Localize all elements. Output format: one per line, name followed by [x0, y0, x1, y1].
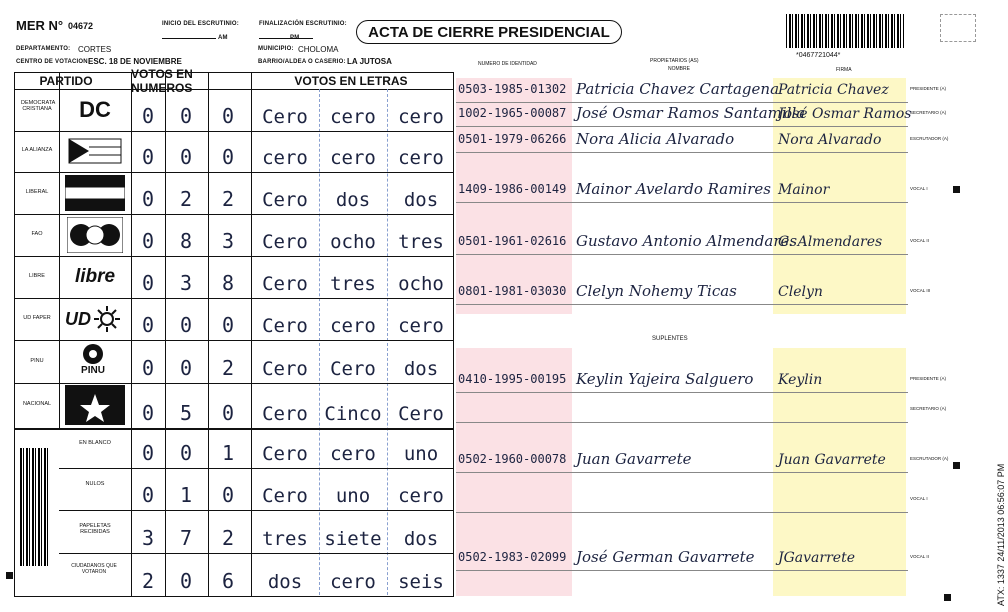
propietario-signature: Clelyn [778, 284, 823, 300]
label-ciudadanos: CIUDADANOS QUE VOTARON [71, 563, 117, 575]
am-label: AM [218, 35, 228, 41]
vote-digit: 3 [141, 526, 155, 550]
vote-digit: 2 [221, 356, 235, 380]
logo-libre: libre [74, 266, 116, 287]
vote-digit: 0 [141, 104, 155, 128]
vote-word: ocho [398, 273, 444, 295]
member-row-line [456, 304, 908, 305]
propietario-role: VOCAL II [910, 238, 929, 243]
finalizacion-label: FINALIZACIÓN ESCRUTINIO: [259, 21, 347, 27]
propietario-role: VOCAL III [910, 288, 931, 293]
propietario-id: 0501-1979-06266 [458, 132, 567, 146]
member-row-line [456, 570, 908, 571]
registration-mark [6, 572, 13, 579]
vote-word: cero [330, 315, 376, 337]
suplente-role: SECRETARIO (A) [910, 406, 947, 411]
vote-digit: 2 [221, 187, 235, 211]
vote-word: cero [398, 147, 444, 169]
member-row-line [456, 472, 908, 473]
label-nulos: NULOS [85, 481, 105, 487]
vote-word: cero [398, 106, 444, 128]
member-row-line [456, 102, 908, 103]
suplente-role: VOCAL I [910, 496, 928, 501]
vote-word: tres [262, 528, 308, 550]
firma-label: FIRMA [836, 67, 852, 73]
votes-table [14, 67, 454, 597]
suplente-id: 0502-1983-02099 [458, 550, 567, 564]
departamento-value: CORTES [78, 45, 112, 54]
registration-mark [953, 186, 960, 193]
vote-digit: 8 [179, 229, 193, 253]
vote-digit: 0 [221, 145, 235, 169]
side-barcode [20, 448, 50, 566]
propietario-name: Mainor Avelardo Ramires [576, 180, 771, 198]
party-label-nacional: NACIONAL [22, 401, 52, 407]
member-row-line [456, 254, 908, 255]
logo-udfaper [65, 303, 125, 335]
vote-word: siete [324, 528, 382, 550]
vote-digit: 0 [141, 401, 155, 425]
vote-word: Cinco [324, 403, 382, 425]
vote-word: tres [398, 231, 444, 253]
party-label-fao: FAO [31, 231, 43, 237]
barrio-label: BARRIO/ALDEA O CASERIO: [258, 59, 346, 65]
propietario-name: Patricia Chavez Cartagena [576, 80, 780, 98]
propietario-signature: Nora Alvarado [778, 132, 882, 148]
vote-digit: 0 [141, 483, 155, 507]
departamento-label: DEPARTAMENTO: [16, 46, 71, 52]
barcode-number: *0467721044* [796, 52, 841, 59]
vote-word: seis [398, 571, 444, 593]
logo-pinu [75, 343, 111, 381]
barrio-value: LA JUTOSA [347, 57, 392, 66]
vote-digit: 0 [141, 313, 155, 337]
logo-alianza [67, 135, 123, 167]
vote-digit: 0 [179, 356, 193, 380]
mer-label: MER N° [16, 18, 64, 33]
suplente-name: José German Gavarrete [576, 548, 755, 566]
suplente-role: ESCRUTADOR (A) [910, 456, 949, 461]
vote-word: dos [403, 528, 439, 550]
vote-digit: 0 [141, 271, 155, 295]
vote-digit: 0 [179, 145, 193, 169]
member-row-line [456, 152, 908, 153]
logo-dc: DC [79, 97, 111, 122]
vote-digit: 2 [179, 187, 193, 211]
vote-digit: 0 [141, 356, 155, 380]
municipio-label: MUNICIPIO: [258, 46, 294, 52]
suplente-id: 0410-1995-00195 [458, 372, 567, 386]
vote-digit: 2 [141, 569, 155, 593]
propietario-signature: Patricia Chavez [778, 82, 889, 98]
vote-word: cero [330, 147, 376, 169]
vote-digit: 8 [221, 271, 235, 295]
document-title: ACTA DE CIERRE PRESIDENCIAL [356, 20, 622, 44]
suplente-name: Juan Gavarrete [576, 450, 692, 468]
vote-word: Cero [330, 358, 376, 380]
vote-word: dos [267, 571, 303, 593]
vote-digit: 0 [221, 313, 235, 337]
vote-digit: 0 [141, 187, 155, 211]
vote-word: dos [403, 358, 439, 380]
vote-digit: 0 [141, 145, 155, 169]
vote-digit: 0 [141, 441, 155, 465]
logo-nacional [65, 385, 125, 425]
label-en-blanco: EN BLANCO [79, 440, 111, 446]
party-label-udfaper: UD FAPER [23, 315, 51, 321]
vote-word: Cero [262, 106, 308, 128]
label-papeletas: PAPELETAS RECIBIDAS [79, 523, 111, 535]
suplente-signature: Keylin [778, 372, 823, 388]
finalizacion-line [259, 38, 313, 39]
propietario-name: Gustavo Antonio Almendares [576, 232, 798, 250]
vote-digit: 1 [179, 483, 193, 507]
vote-word: dos [403, 189, 439, 211]
centro-value: ESC. 18 DE NOVIEMBRE [88, 57, 182, 66]
propietario-role: PRESIDENTE (A) [910, 86, 947, 91]
member-row-line [456, 422, 908, 423]
pm-label: PM [290, 35, 300, 41]
party-label-libre: LIBRE [29, 273, 45, 279]
vote-word: uno [335, 485, 371, 507]
member-row-line [456, 126, 908, 127]
vote-word: cero [262, 147, 308, 169]
top-barcode [786, 14, 904, 48]
vote-word: cero [330, 443, 376, 465]
vote-digit: 0 [221, 104, 235, 128]
vote-digit: 3 [179, 271, 193, 295]
vote-word: tres [330, 273, 376, 295]
party-label-liberal: LIBERAL [25, 189, 49, 195]
suplentes-label: SUPLENTES [652, 336, 688, 342]
vote-word: Cero [262, 403, 308, 425]
vote-word: Cero [262, 315, 308, 337]
propietarios-label: PROPIETARIOS (AS) [650, 58, 699, 64]
member-row-line [456, 202, 908, 203]
municipio-value: CHOLOMA [298, 45, 339, 54]
registration-mark [953, 462, 960, 469]
propietario-name: Nora Alicia Alvarado [576, 130, 735, 148]
party-label-alianza: LA ALIANZA [21, 147, 53, 153]
col-letras: VOTOS EN LETRAS [294, 74, 408, 88]
col-partido: PARTIDO [39, 74, 93, 88]
suplente-role: VOCAL II [910, 554, 929, 559]
vote-word: cero [330, 106, 376, 128]
vote-digit: 1 [221, 441, 235, 465]
vote-digit: 0 [179, 313, 193, 337]
propietario-role: ESCRUTADOR (A) [910, 136, 949, 141]
inicio-label: INICIO DEL ESCRUTINIO: [162, 21, 239, 27]
party-label-pinu: PINU [30, 358, 44, 364]
propietario-signature: José Osmar Ramos [778, 106, 912, 122]
centro-label: CENTRO DE VOTACION: [16, 59, 91, 65]
vote-digit: 0 [141, 229, 155, 253]
suplente-id: 0502-1960-00078 [458, 452, 567, 466]
registration-mark [944, 594, 951, 601]
propietario-signature: Mainor [778, 182, 830, 198]
vote-word: ocho [330, 231, 376, 253]
vote-digit: 6 [221, 569, 235, 593]
vote-word: dos [335, 189, 371, 211]
logo-pinu-text: PINU [81, 365, 105, 376]
vote-digit: 0 [179, 569, 193, 593]
propietario-signature: G. Almendares [778, 234, 883, 250]
vote-word: cero [398, 315, 444, 337]
vote-digit: 0 [179, 104, 193, 128]
vote-digit: 7 [179, 526, 193, 550]
propietario-id: 0801-1981-03030 [458, 284, 567, 298]
suplente-name: Keylin Yajeira Salguero [576, 370, 754, 388]
vote-digit: 0 [221, 483, 235, 507]
party-label-dc: DEMOCRATA CRISTIANA [21, 100, 56, 112]
corner-mark [940, 14, 976, 42]
propietario-id: 1002-1965-00087 [458, 106, 567, 120]
suplente-role: PRESIDENTE (A) [910, 376, 947, 381]
vote-word: Cero [398, 403, 444, 425]
vote-word: Cero [262, 189, 308, 211]
vote-word: Cero [262, 485, 308, 507]
col-numeros: VOTOS EN NUMEROS [131, 67, 193, 95]
propietario-name: José Osmar Ramos Santamilla [576, 104, 806, 122]
vote-word: Cero [262, 231, 308, 253]
vote-word: Cero [262, 443, 308, 465]
propietario-id: 1409-1986-00149 [458, 182, 567, 196]
propietario-name: Clelyn Nohemy Ticas [576, 282, 737, 300]
inicio-line [162, 38, 216, 39]
member-row-line [456, 512, 908, 513]
vote-word: cero [330, 571, 376, 593]
vote-digit: 3 [221, 229, 235, 253]
propietario-role: VOCAL I [910, 186, 928, 191]
vote-digit: 5 [179, 401, 193, 425]
propietario-id: 0501-1961-02616 [458, 234, 567, 248]
logo-liberal [65, 175, 125, 211]
propietario-role: SECRETARIO (A) [910, 110, 947, 115]
vote-word: Cero [262, 273, 308, 295]
vote-word: cero [398, 485, 444, 507]
vote-digit: 2 [221, 526, 235, 550]
mer-number: 04672 [68, 21, 94, 31]
suplente-signature: JGavarrete [778, 550, 855, 566]
logo-udfaper-text: UD [65, 308, 91, 329]
logo-fao [67, 217, 123, 253]
propietario-id: 0503-1985-01302 [458, 82, 567, 96]
timestamp-stamp: ATX: 1337 24/11/2013 06:56:07 PM [996, 463, 1006, 606]
vote-word: Cero [262, 358, 308, 380]
member-row-line [456, 392, 908, 393]
numero-identidad-label: NUMERO DE IDENTIDAD [478, 61, 537, 67]
vote-digit: 0 [221, 401, 235, 425]
vote-digit: 0 [179, 441, 193, 465]
suplente-signature: Juan Gavarrete [778, 452, 886, 468]
vote-word: uno [403, 443, 439, 465]
nombre-label: NOMBRE [668, 66, 690, 72]
